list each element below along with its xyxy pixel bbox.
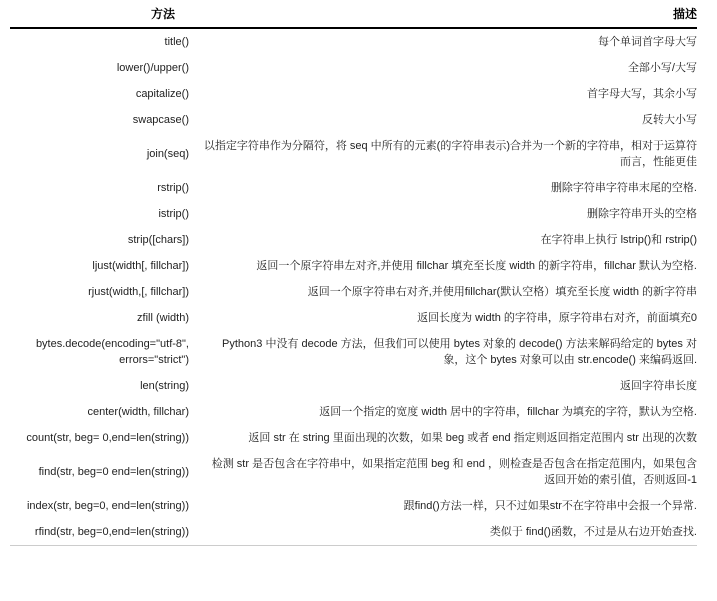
method-cell: capitalize()	[135, 88, 189, 100]
method-cell: istrip()	[158, 208, 189, 220]
method-cell: bytes.decode(encoding="utf-8", errors="strict")	[35, 338, 189, 366]
description-cell: 返回长度为 width 的字符串，原字符串右对齐，前面填充0	[417, 312, 697, 324]
table-row	[10, 305, 697, 331]
table-row	[10, 451, 697, 493]
description-cell: 检测 str 是否包含在字符串中，如果指定范围 beg 和 end ，则检查是否包含在指定范围内，如果包含返回开始的索引值，否则返回-1	[211, 458, 697, 486]
description-cell: 反转大小写	[642, 114, 697, 126]
table-row	[10, 81, 697, 107]
method-cell: join(seq)	[146, 148, 189, 160]
table-row	[10, 279, 697, 305]
description-cell: 返回一个原字符串左对齐,并使用 fillchar 填充至长度 width 的新字符串，fillchar 默认为空格.	[256, 260, 697, 272]
description-cell: 返回 str 在 string 里面出现的次数，如果 beg 或者 end 指定则返回指定范围内 str 出现的次数	[248, 432, 697, 444]
description-cell: 删除字符串开头的空格	[587, 208, 697, 220]
table-row	[10, 493, 697, 519]
description-cell: 以指定字符串作为分隔符，将 seq 中所有的元素(的字符串表示)合并为一个新的字符串，相对于运算符而言，性能更佳	[203, 140, 697, 168]
table-row	[10, 227, 697, 253]
method-cell: rstrip()	[157, 182, 189, 194]
table-row	[10, 133, 697, 175]
table-row	[10, 55, 697, 81]
table-row	[10, 107, 697, 133]
table-body	[10, 28, 697, 546]
table-row	[10, 399, 697, 425]
method-cell: strip([chars])	[127, 234, 189, 246]
column-header-description: 描述	[189, 4, 697, 28]
table-row	[10, 519, 697, 546]
description-cell: 返回字符串长度	[620, 380, 697, 392]
method-cell: center(width, fillchar)	[87, 406, 189, 418]
description-cell: 首字母大写，其余小写	[587, 88, 697, 100]
string-methods-table	[10, 4, 697, 546]
method-cell: len(string)	[140, 380, 189, 392]
method-cell: count(str, beg= 0,end=len(string))	[26, 432, 189, 444]
table-row	[10, 425, 697, 451]
column-header-method: 方法	[10, 4, 189, 28]
method-cell: ljust(width[, fillchar])	[92, 260, 189, 272]
method-cell: index(str, beg=0, end=len(string))	[26, 500, 189, 512]
description-cell: 删除字符串字符串末尾的空格.	[550, 182, 697, 194]
description-cell: 在字符串上执行 lstrip()和 rstrip()	[540, 234, 697, 246]
method-cell: zfill (width)	[137, 312, 189, 324]
description-cell: 返回一个指定的宽度 width 居中的字符串，fillchar 为填充的字符，默认为空格.	[319, 406, 697, 418]
description-cell: 每个单词首字母大写	[598, 36, 697, 48]
table-row	[10, 201, 697, 227]
method-cell: title()	[164, 36, 189, 48]
method-cell: rjust(width,[, fillchar])	[88, 286, 189, 298]
table-row	[10, 253, 697, 279]
description-cell: 跟find()方法一样，只不过如果str不在字符串中会报一个异常.	[403, 500, 697, 512]
description-cell: Python3 中没有 decode 方法，但我们可以使用 bytes 对象的 decode() 方法来解码给定的 bytes 对象，这个 bytes 对象可以由 str.encode() 来编码返回.	[222, 338, 697, 366]
method-cell: find(str, beg=0 end=len(string))	[38, 466, 189, 478]
table-row	[10, 373, 697, 399]
description-cell: 全部小写/大写	[627, 62, 697, 74]
header-row	[10, 4, 697, 28]
description-cell: 类似于 find()函数，不过是从右边开始查找.	[489, 526, 697, 538]
method-cell: lower()/upper()	[116, 62, 189, 74]
description-cell: 返回一个原字符串右对齐,并使用fillchar(默认空格）填充至长度 width 的新字符串	[307, 286, 697, 298]
table-row	[10, 28, 697, 55]
table-header	[10, 4, 697, 28]
table-row	[10, 331, 697, 373]
table-row	[10, 175, 697, 201]
method-cell: rfind(str, beg=0,end=len(string))	[34, 526, 189, 538]
method-cell: swapcase()	[132, 114, 189, 126]
